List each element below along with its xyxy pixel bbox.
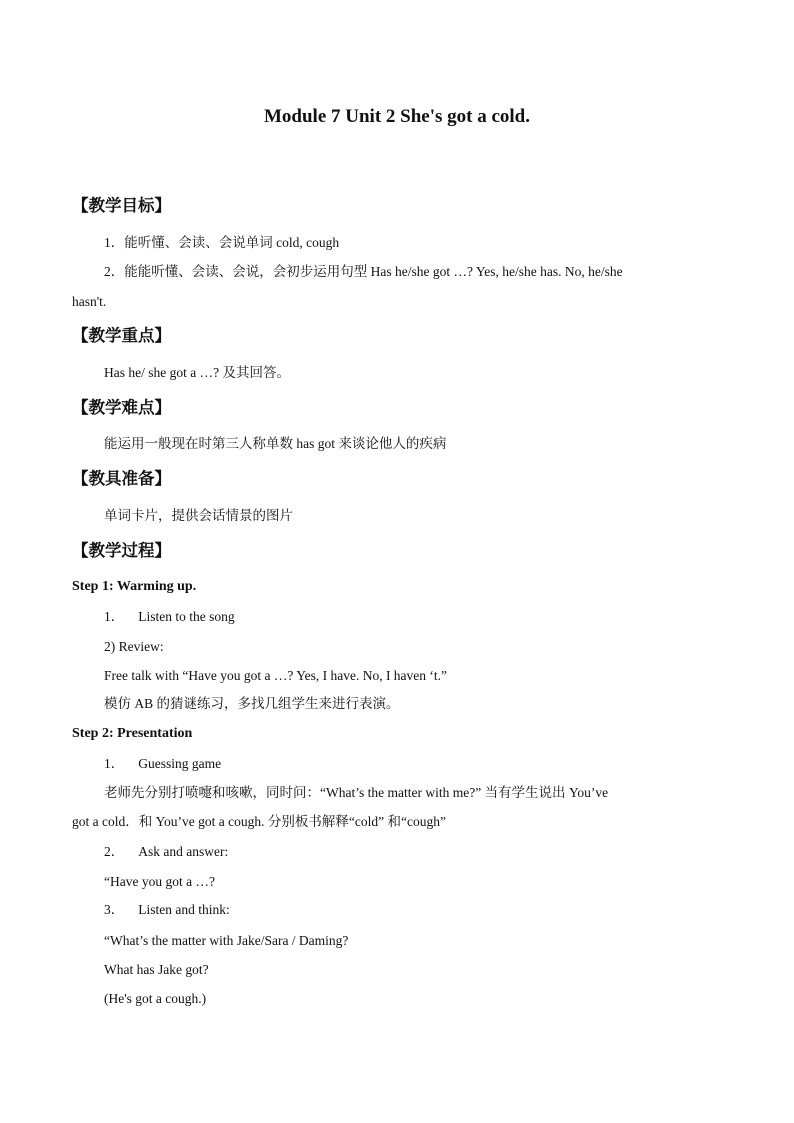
step-2-item-2	[104, 843, 228, 861]
paragraph-en: “What’s the matter with me?”	[320, 785, 485, 800]
item-number: 1．	[104, 756, 125, 771]
step-2-item-1	[104, 755, 221, 773]
step-2-paragraph-continued	[72, 813, 446, 831]
key-points-cn: 及其回答。	[222, 365, 290, 381]
paragraph-en: “cold”	[348, 814, 388, 829]
item-number: 1．	[104, 609, 125, 624]
difficulties-heading: 【教学难点】	[72, 398, 171, 417]
materials-text: 单词卡片，提供会话情景的图片	[104, 508, 293, 524]
step-2-answer: (He's got a cough.)	[104, 991, 207, 1006]
objective-item-2	[104, 263, 623, 281]
difficulties-cn-2: 来谈论他人的疾病	[338, 436, 447, 452]
step-2-title: Step 2: Presentation	[72, 726, 193, 741]
step-2-question-2: What has Jake got?	[104, 962, 209, 977]
step-1-item-4	[104, 695, 400, 713]
objective-item-2-continued: hasn't.	[72, 294, 107, 309]
step-1-item-2: 2) Review:	[104, 639, 164, 654]
objective-text-cn: 能听懂、会读、会说单词	[124, 235, 273, 251]
item-number: 2．	[104, 264, 125, 279]
item-text-cn: 模仿	[104, 696, 131, 712]
paragraph-cn: 当有学生说出	[484, 785, 566, 801]
page-title: Module 7 Unit 2 She's got a cold.	[263, 106, 531, 127]
step-1-item-1	[104, 608, 235, 626]
objective-text-cn: 能能听懂、会读、会说，会初步运用句型	[124, 264, 368, 280]
item-number: 1．	[104, 235, 125, 250]
difficulties-cn-1: 能运用一般现在时第三人称单数	[104, 436, 293, 452]
item-text: Listen to the song	[138, 609, 235, 624]
paragraph-cn: 和	[387, 814, 401, 830]
process-heading: 【教学过程】	[72, 541, 171, 560]
step-2-question-1: “What’s the matter with Jake/Sara / Daming?	[104, 933, 349, 948]
materials-heading: 【教具准备】	[72, 469, 171, 488]
item-text-en: AB	[131, 696, 157, 711]
step-2-item-2-question: “Have you got a …?	[104, 874, 215, 889]
step-2-paragraph	[104, 784, 608, 802]
key-points-heading: 【教学重点】	[72, 326, 171, 345]
step-1-title: Step 1: Warming up.	[72, 579, 197, 594]
paragraph-en: “cough”	[400, 814, 446, 829]
key-points-en: Has he/ she got a …?	[104, 365, 223, 380]
paragraph-en: got a cold	[72, 814, 126, 829]
objective-text-en: cold, cough	[272, 235, 340, 250]
paragraph-cn: 老师先分别打喷嚏和咳嗽，同时问：	[104, 785, 320, 801]
item-text-cn: 的猜谜练习，多找几组学生来进行表演。	[156, 696, 400, 712]
paragraph-en: You’ve	[565, 785, 609, 800]
objective-item-1	[104, 234, 339, 252]
objective-text-en: Has he/she got …? Yes, he/she has. No, he/she	[367, 264, 623, 279]
paragraph-en: You’ve got a cough.	[152, 814, 268, 829]
item-text: Guessing game	[138, 756, 222, 771]
item-text: Listen and think:	[138, 902, 230, 917]
step-1-item-3: Free talk with “Have you got a …? Yes, I have. No, I haven ‘t.”	[104, 668, 448, 683]
difficulties-text	[104, 435, 446, 453]
step-2-item-3	[104, 901, 230, 919]
item-number: 2．	[104, 844, 125, 859]
item-number: 3．	[104, 902, 125, 917]
difficulties-en: has got	[293, 436, 339, 451]
paragraph-cn: 分别板书解释	[267, 814, 349, 830]
key-points-text	[104, 364, 290, 382]
paragraph-cn: ．和	[125, 814, 153, 830]
objectives-heading: 【教学目标】	[72, 196, 171, 215]
item-text: Ask and answer:	[138, 844, 229, 859]
